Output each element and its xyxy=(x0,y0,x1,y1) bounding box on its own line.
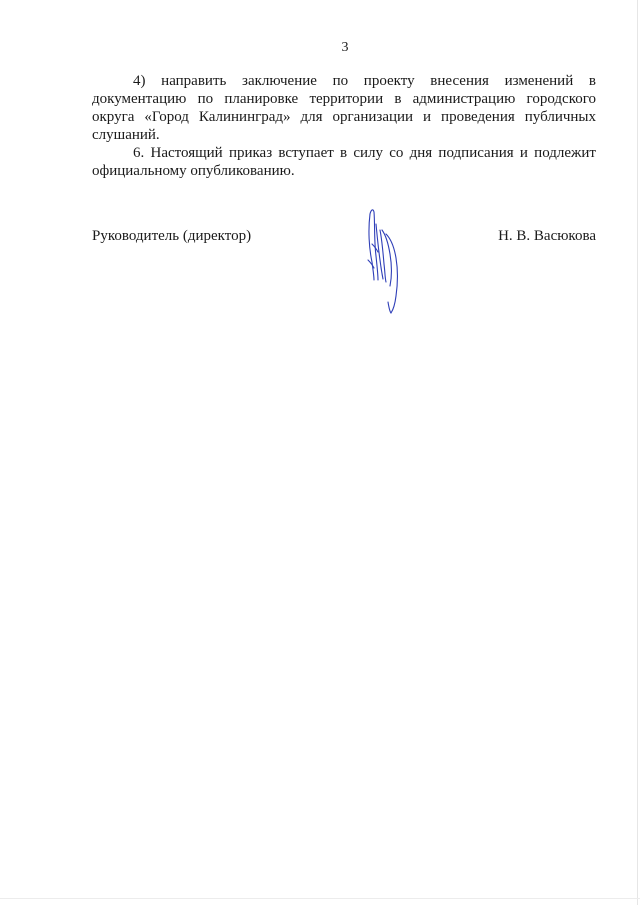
signer-title: Руководитель (директор) xyxy=(92,228,252,244)
page-edge-bottom xyxy=(0,898,640,899)
page-number: 3 xyxy=(341,40,349,55)
signature-block xyxy=(92,228,596,248)
signer-name: Н. В. Васюкова xyxy=(498,228,596,244)
paragraph-item-4: 4) направить заключение по проекту внесения изменений в документацию по планировке территории в администрацию городского округа «Город Калининград» для организации и проведения публичных слушаний. xyxy=(92,73,596,143)
handwritten-signature xyxy=(356,200,406,320)
paragraph-item-6: 6. Настоящий приказ вступает в силу со дня подписания и подлежит официальному опубликованию. xyxy=(92,145,596,179)
page-edge-right xyxy=(637,0,638,905)
